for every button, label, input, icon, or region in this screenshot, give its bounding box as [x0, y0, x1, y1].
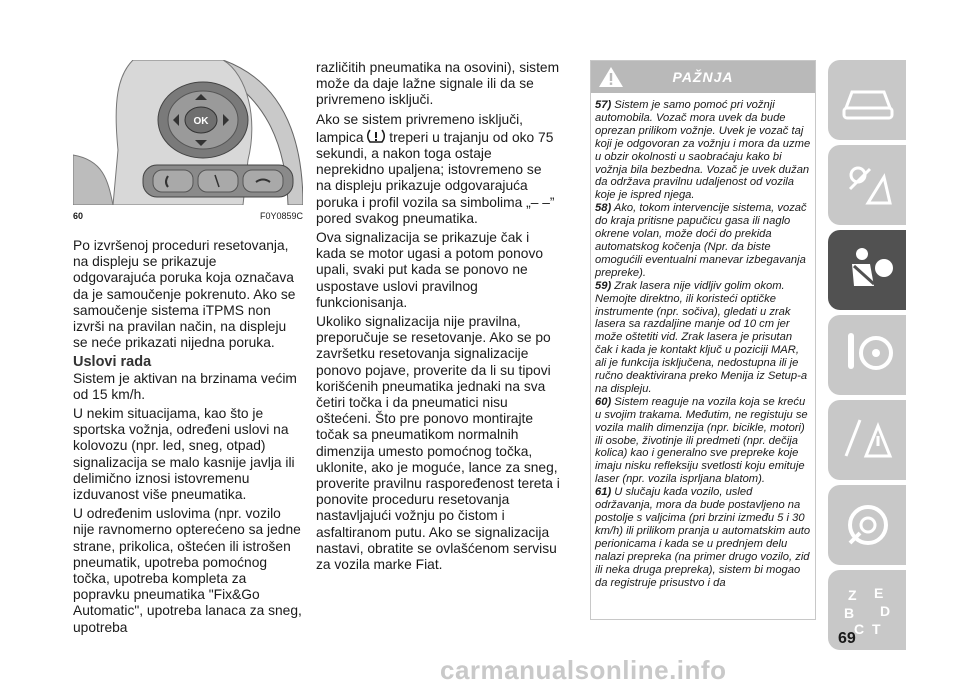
- steering-wheel-illustration: [73, 60, 303, 205]
- chapter-tab-safety[interactable]: [828, 230, 906, 310]
- warning-body: [595, 99, 812, 589]
- warning-item-number: 58): [595, 202, 612, 215]
- index-letter-c: C: [854, 621, 865, 637]
- warning-box: [590, 60, 816, 620]
- warning-item-number: 61): [595, 486, 612, 499]
- warning-item-text: U slučaju kada vozilo, usled održavanja, mora da bude postavljeno na postolje s valjcima (pri brzini između 5 i 30 km/h) ili prilikom pranja u automatskim auto perionicama i kada se u prednjem delu nalazi prepreka (na primer drugo vozilo, zid ili neka druga prepreka), sistem bi mogao da registruje prisustvo i da: [595, 486, 811, 589]
- col1-paragraph-3: U nekim situacijama, kao što je sportska vožnja, određeni uslovi na kolovozu (npr. led, sneg, otpad) signalizacija se malo kasnije javlja ili delimično iznosi istovremenu izduvanost više pneumatika.: [73, 406, 295, 503]
- index-letter-z: Z: [848, 587, 857, 603]
- warning-item-58: [595, 202, 812, 279]
- tpms-warning-lamp-icon: [367, 128, 385, 144]
- figure-code: F0Y0859C: [259, 211, 303, 221]
- warning-item-number: 60): [595, 395, 612, 408]
- warning-item-59: [595, 280, 812, 396]
- column-2: [316, 60, 560, 576]
- chapter-tab-maintenance[interactable]: [828, 485, 906, 565]
- wrench-car-icon: [840, 497, 896, 553]
- warning-item-60: [595, 396, 812, 486]
- chapter-tab-starting-driving[interactable]: [828, 315, 906, 395]
- warning-item-text: Zrak lasera nije vidljiv golim okom. Nemojte direktno, ili koristeći optičke instrumente (npr. sočiva), gledati u zrak lasera sa razdaljine manje od 10 cm jer može oštetiti vid. Zrak lasera je prisutan čak i kada je kontakt ključ u poziciji MAR, ali je funkcija isključena, nedostupna ili je ručno deaktivirana preko Menija iz Setup-a na displeju.: [595, 279, 808, 395]
- index-letter-b: B: [844, 605, 855, 621]
- col2-paragraph-1: različitih pneumatika na osovini), sistem može da daje lažne signale ili da se privremeno isključi.: [316, 60, 560, 108]
- chapter-tab-emergency[interactable]: [828, 400, 906, 480]
- col2-paragraph-2: [316, 112, 560, 227]
- warning-header: [591, 61, 815, 93]
- warning-item-text: Sistem reaguje na vozila koja se kreću u svojim trakama. Međutim, ne registuju se vozila malih dimenzija (npr. bicikle, motori) ili osobe, životinje ili predmeti (npr. dečija kolica) kao i generalno sve prepreke koje imaju nisku refleksiju svetlosti koju emituje laser (npr. vozila isprljana blatom).: [595, 395, 808, 486]
- col1-paragraph-2: Sistem je aktivan na brzinama većim od 15 km/h.: [73, 370, 297, 402]
- watermark-text: carmanualsonline.info: [440, 655, 727, 685]
- figure-caption: [73, 211, 303, 223]
- steering-wheel-controls-figure: [73, 60, 303, 205]
- col2-paragraph-3: Ova signalizacija se prikazuje čak i kada se motor ugasi a potom ponovo upali, svaki put kada se ponovo ne uspostave uslovi pravilnog funkcionisanja.: [316, 230, 544, 310]
- col2-paragraph-4: Ukoliko signalizacija nije pravilna, preporučuje se resetovanje. Ako se po završetku resetovanja signalizacije ponovo pojave, proverite da li su tipovi korišćenih pneumatika jednaki na sva četiri točka i da pneumatici nisu oštećeni. Što pre ponovo montirajte točak sa pneumatikom normalnih dimenzija umesto pomoćnog točka, uklonite, ako je moguće, lance za sneg, proverite pravilnu raspoređenost tereta i ponovite proceduru resetovanja nastavljajući vožnju po čistom i asfaltiranom putu. Ako se signalizacija nastavi, obratite se ovlašćenom servisu za vozila marke Fiat.: [316, 314, 560, 573]
- col2-paragraph-2-start: Ako se sistem privremeno isključi, lampica: [316, 111, 524, 145]
- airbag-seatbelt-icon: [840, 242, 896, 298]
- key-steering-icon: [840, 327, 896, 383]
- section-heading-uslovi-rada: Uslovi rada: [73, 354, 152, 371]
- warning-item-57: [595, 99, 812, 202]
- index-letter-t: T: [872, 621, 881, 637]
- road-warning-icon: [840, 412, 896, 468]
- figure-number: 60: [73, 211, 84, 221]
- column-1: [73, 238, 303, 639]
- chapter-tab-warning-lights[interactable]: [828, 145, 906, 225]
- ok-button-label: OK: [193, 116, 209, 127]
- warning-title: PAŽNJA: [672, 69, 734, 85]
- index-letter-e: E: [874, 585, 884, 601]
- col2-paragraph-2-end: treperi u trajanju od oko 75 sekundi, a nakon toga ostaje neprekidno upaljena; istovremeno se na displeju prikazuje odgovarajuća poruka i profil vozila sa simbolima „– –” pored svakog pneumatika.: [316, 129, 555, 226]
- index-letter-d: D: [880, 603, 891, 619]
- warning-item-61: [595, 486, 812, 589]
- warning-item-text: Sistem je samo pomoć pri vožnji automobila. Vozač mora uvek da bude oprezan prilikom vožnje. Uvek je vozač taj koji je odgovoran za vožnju i mora da uzme u obzir okolnosti u saobraćaju kako bi vožnja bila bezbedna. Vozač je uvek dužan da održava pravilnu udaljenost od vozila koje je ispred njega.: [595, 99, 811, 202]
- warning-item-number: 57): [595, 99, 612, 111]
- col1-paragraph-1: Po izvršenoj proceduri resetovanja, na displeju se prikazuje odgovarajuća poruka koja označava da je samoučenje pokrenuto. Ako se samoučenje sistema iTPMS non izvrši na pravilan način, na displeju se neće prikazati nijedna poruka.: [73, 238, 296, 351]
- chapter-tab-dashboard[interactable]: [828, 60, 906, 140]
- warning-item-text: Ako, tokom intervencije sistema, vozač do kraja pritisne papučicu gasa ili naglo okrene volan, može doći do prekida automatskog kočenja (Npr. da biste omogućili eventualni manevar izbegavanja prepreke).: [595, 202, 807, 279]
- page-number: 69: [838, 630, 856, 647]
- col1-paragraph-4: U određenim uslovima (npr. vozilo nije ravnomerno opterećeno sa jedne strane, prikolica, oštećen ili istrošen pneumatik, upotreba pomoćnog točka, upotreba kompleta za popravku pneumatika "Fix&Go Automatic", upotreba lanaca za sneg, upotreba: [73, 506, 302, 635]
- warning-item-number: 59): [595, 279, 612, 292]
- warning-lights-icon: [840, 157, 896, 213]
- car-dashboard-icon: [840, 72, 896, 128]
